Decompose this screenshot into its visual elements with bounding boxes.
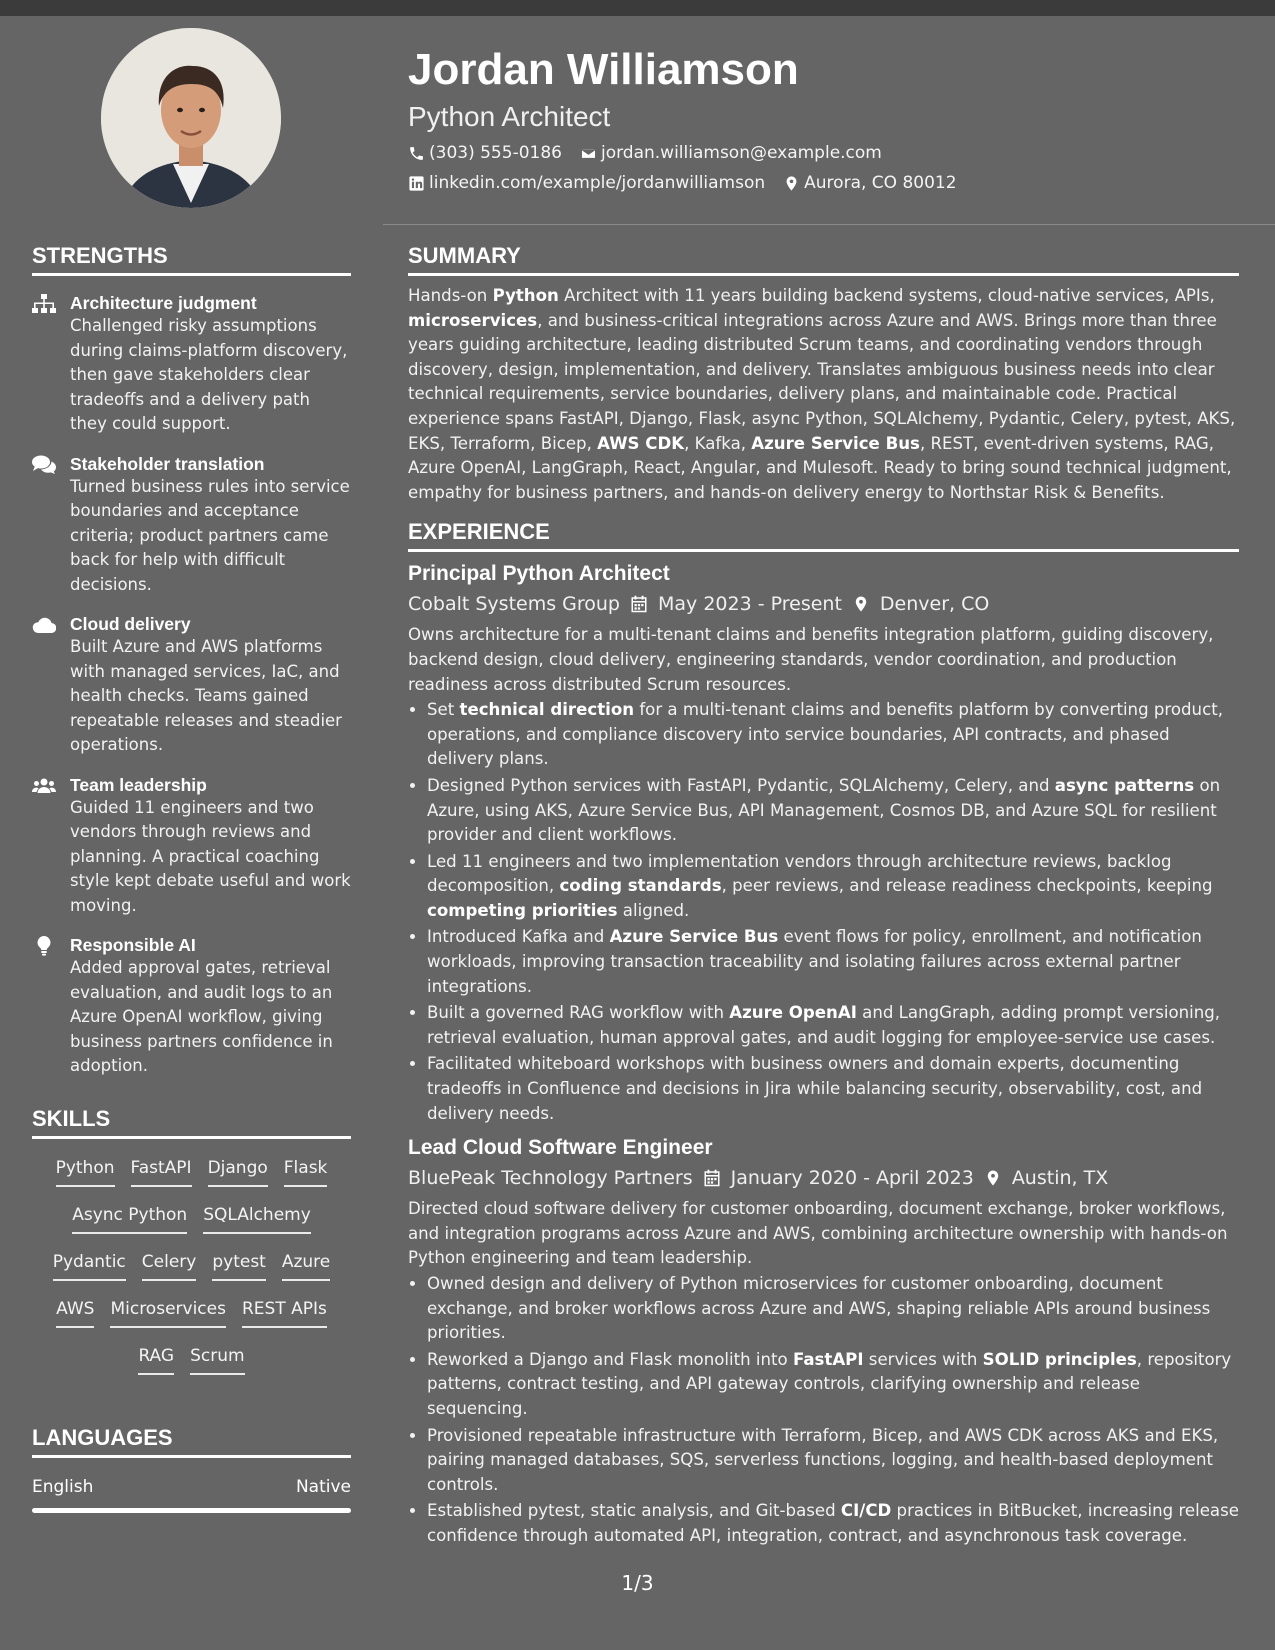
job-bullets	[408, 1272, 1239, 1549]
skill-tag: Flask	[284, 1153, 328, 1187]
strength-text: Turned business rules into service boundaries and acceptance criteria; product partners came back for help with difficult decisions.	[70, 476, 350, 594]
candidate-name: Jordan Williamson	[408, 45, 799, 94]
language-proficiency-bar	[32, 1508, 351, 1513]
strength-title: Architecture judgment	[70, 293, 257, 313]
skill-tag: AWS	[56, 1294, 94, 1328]
page-number: 1/3	[621, 1571, 654, 1595]
skill-tag: Celery	[142, 1247, 197, 1281]
skills-heading: SKILLS	[32, 1105, 111, 1131]
language-level: Native	[295, 1476, 351, 1497]
contact-linkedin[interactable]	[408, 172, 765, 194]
skill-tag: Microservices	[110, 1294, 226, 1328]
job-bullet: • Designed Python services with FastAPI, Pydantic, SQLAlchemy, Celery, and async patterns on Azure, using AKS, Azure Service Bus, API Management, Cosmos DB, and Azure SQL for resilient provider and client workflows.	[427, 774, 1239, 848]
strength-item	[32, 934, 351, 1079]
candidate-title: Python Architect	[408, 101, 611, 132]
job-bullets	[408, 698, 1239, 1126]
job-bullet: • Introduced Kafka and Azure Service Bus event flows for policy, enrollment, and notification workloads, improving transaction traceability and isolating failures across external partner integrations.	[427, 925, 1239, 999]
skills-rule	[32, 1136, 351, 1139]
languages-rule	[32, 1455, 351, 1458]
language-name: English	[32, 1476, 94, 1497]
email-text[interactable]: jordan.williamson@example.com	[600, 143, 882, 163]
lightbulb-icon	[32, 936, 56, 956]
job-dates: May 2023 - Present	[658, 593, 842, 616]
profile-photo	[101, 28, 281, 208]
job-bullet: • Set technical direction for a multi-tenant claims and benefits platform by converting product, operations, and compliance discovery into service boundaries, API contracts, and phased delivery plans.	[427, 698, 1239, 772]
languages-heading: LANGUAGES	[32, 1424, 173, 1450]
language-row	[32, 1476, 351, 1498]
map-pin-icon	[783, 175, 800, 192]
contact-location	[783, 172, 956, 194]
strength-text: Challenged risky assumptions during claims-platform discovery, then gave stakeholders clear tradeoffs and a delivery path they could support.	[70, 316, 348, 433]
strength-title: Team leadership	[70, 774, 207, 795]
job-description: Directed cloud software delivery for customer onboarding, document exchange, broker workflows, and integration programs across Azure and AWS, combining architecture ownership with hands-on Python engineering and team leadership.	[408, 1199, 1228, 1268]
users-icon	[32, 776, 56, 796]
strengths-heading: STRENGTHS	[32, 243, 168, 268]
comments-icon	[32, 455, 56, 475]
header-divider	[383, 224, 1275, 225]
calendar-icon	[630, 595, 648, 613]
strength-title: Responsible AI	[70, 935, 196, 955]
contact-phone	[408, 142, 562, 164]
job-bullet: • Provisioned repeatable infrastructure with Terraform, Bicep, and AWS CDK across AKS and EKS, pairing managed databases, SQS, serverless functions, logging, and health-based deployment controls.	[427, 1424, 1239, 1498]
strength-item	[32, 613, 351, 758]
strength-item	[32, 453, 351, 598]
job-meta	[408, 590, 1239, 618]
skill-tag: REST APIs	[242, 1294, 327, 1328]
skill-tag: FastAPI	[131, 1153, 192, 1187]
job-title: Lead Cloud Software Engineer	[408, 1136, 713, 1160]
skill-tag: Python	[56, 1153, 115, 1187]
skill-tag: RAG	[138, 1341, 174, 1375]
experience-heading: EXPERIENCE	[408, 519, 550, 545]
strength-text: Built Azure and AWS platforms with managed services, IaC, and health checks. Teams gained repeatable releases and steadier operations.	[70, 637, 342, 754]
phone-icon	[408, 145, 425, 162]
skill-tag: SQLAlchemy	[203, 1200, 311, 1234]
top-bar	[0, 0, 1275, 16]
strength-item	[32, 774, 351, 919]
job-description: Owns architecture for a multi-tenant claims and benefits integration platform, guiding discovery, backend design, cloud delivery, engineering standards, vendor coordination, and production readiness across distributed Scrum resources.	[408, 625, 1214, 694]
job-meta	[408, 1164, 1239, 1192]
skill-tag: Azure	[282, 1247, 330, 1281]
summary-text: Hands-on Python Architect with 11 years building backend systems, cloud-native services, APIs, microservices, and business-critical integrations across Azure and AWS. Brings more than three years guiding architecture, leading distributed Scrum teams, and coordinating vendors through discovery, design, implementation, and delivery. Translates ambiguous business needs into clear technical requirements, service boundaries, delivery plans, and maintainable code. Practical experience spans FastAPI, Django, Flask, async Python, SQLAlchemy, Pydantic, Celery, pytest, AKS, EKS, Terraform, Bicep, AWS CDK, Kafka, Azure Service Bus, REST, event-driven systems, RAG, Azure OpenAI, LangGraph, React, Angular, and Mulesoft. Ready to bring sound technical judgment, empathy for business partners, and hands-on delivery energy to Northstar Risk & Benefits.	[408, 286, 1236, 502]
strength-item	[32, 292, 351, 437]
main-column	[408, 243, 1239, 1551]
job-title: Principal Python Architect	[408, 562, 670, 586]
skill-tag: Async Python	[72, 1200, 187, 1234]
job-location: Austin, TX	[1011, 1167, 1109, 1190]
job-location: Denver, CO	[879, 593, 990, 616]
resume-header	[408, 38, 1238, 194]
job-bullet: • Reworked a Django and Flask monolith into FastAPI services with SOLID principles, repository patterns, contract testing, and API gateway controls, clarifying ownership and release sequencing.	[427, 1348, 1239, 1422]
map-pin-icon	[852, 595, 870, 613]
strength-text: Added approval gates, retrieval evaluation, and audit logs to an Azure OpenAI workflow, giving business partners confidence in adoption.	[70, 958, 333, 1075]
contact-email[interactable]	[580, 142, 882, 164]
phone-text: (303) 555-0186	[429, 143, 562, 163]
job-bullet: • Led 11 engineers and two implementation vendors through architecture reviews, backlog decomposition, coding standards, peer reviews, and release readiness checkpoints, keeping competing priorities aligned.	[427, 850, 1239, 924]
skill-tag: Django	[208, 1153, 268, 1187]
contact-row-1	[408, 142, 1238, 164]
strength-title: Cloud delivery	[70, 614, 191, 634]
location-text: Aurora, CO 80012	[804, 173, 957, 193]
linkedin-text[interactable]: linkedin.com/example/jordanwilliamson	[429, 173, 766, 193]
sitemap-icon	[32, 294, 56, 314]
cloud-icon	[32, 615, 56, 635]
job-bullet: • Owned design and delivery of Python microservices for customer onboarding, document exchange, and broker workflows across Azure and AWS, shaping reliable APIs around business priorities.	[427, 1272, 1239, 1346]
summary-rule	[408, 273, 1239, 276]
job-bullet: • Built a governed RAG workflow with Azure OpenAI and LangGraph, adding prompt versioning, retrieval evaluation, human approval gates, and audit logging for employee-service use cases.	[427, 1001, 1239, 1050]
skill-tag: Scrum	[190, 1341, 244, 1375]
contact-row-2	[408, 172, 1238, 194]
envelope-icon	[580, 145, 597, 162]
job-entry	[408, 560, 1239, 1126]
strength-title: Stakeholder translation	[70, 453, 265, 474]
job-entry	[408, 1134, 1239, 1548]
strength-text: Guided 11 engineers and two vendors through reviews and planning. A practical coaching style kept debate useful and work moving.	[70, 797, 351, 915]
job-dates: January 2020 - April 2023	[730, 1167, 974, 1190]
map-pin-icon	[984, 1169, 1002, 1187]
skill-tag: pytest	[212, 1247, 266, 1281]
sidebar	[32, 243, 351, 1513]
job-company: BluePeak Technology Partners	[408, 1167, 693, 1190]
job-bullet: • Facilitated whiteboard workshops with business owners and domain experts, documenting tradeoffs in Confluence and decisions in Jira while balancing security, observability, cost, and delivery needs.	[427, 1052, 1239, 1126]
summary-heading: SUMMARY	[408, 243, 521, 268]
experience-rule	[408, 549, 1239, 552]
skills-list	[32, 1153, 351, 1388]
calendar-icon	[703, 1169, 721, 1187]
job-bullet: • Established pytest, static analysis, and Git-based CI/CD practices in BitBucket, increasing release confidence through automated API, integration, contract, and asynchronous task coverage.	[427, 1499, 1239, 1548]
strengths-rule	[32, 273, 351, 276]
linkedin-icon	[408, 175, 425, 192]
skill-tag: Pydantic	[53, 1247, 126, 1281]
job-company: Cobalt Systems Group	[408, 593, 620, 616]
